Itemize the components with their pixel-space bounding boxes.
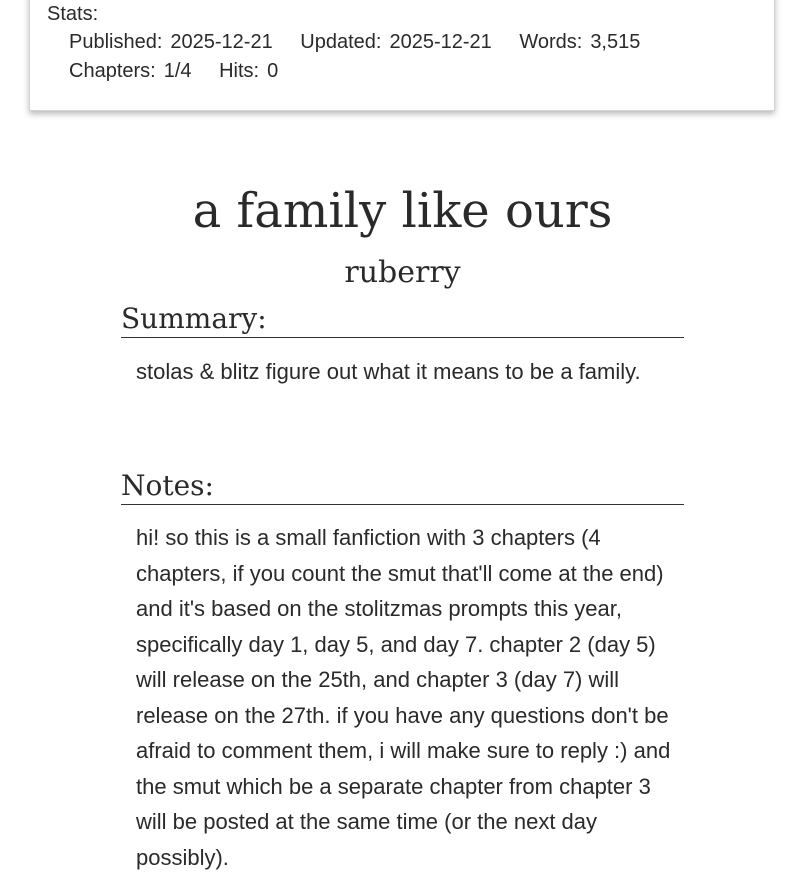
stat-words-value: 3,515 (590, 31, 641, 53)
stat-updated (300, 29, 491, 55)
stats-label: Stats: (47, 3, 99, 25)
stat-words (519, 29, 640, 55)
summary-text: stolas & blitz figure out what it means to be a family. (136, 359, 641, 384)
stats-row-dates-words (69, 29, 662, 55)
stat-words-key: Words: (519, 31, 583, 53)
work-title: a family like ours (192, 183, 613, 239)
stat-published (69, 29, 273, 55)
stat-published-value: 2025-12-21 (170, 31, 273, 53)
work-author-link[interactable]: ruberry (344, 255, 461, 290)
stat-chapters (69, 58, 192, 84)
stat-chapters-key: Chapters: (69, 60, 156, 82)
stat-updated-key: Updated: (300, 31, 382, 53)
stat-hits-value: 0 (267, 60, 279, 82)
summary-heading: Summary: (121, 302, 684, 338)
stat-hits (219, 58, 278, 84)
stat-published-key: Published: (69, 31, 163, 53)
work-meta-box (29, 0, 775, 111)
stat-hits-key: Hits: (219, 60, 260, 82)
stat-updated-value: 2025-12-21 (389, 31, 492, 53)
notes-heading: Notes: (121, 469, 684, 505)
stats-row-chapters-hits (69, 58, 300, 84)
notes-text: hi! so this is a small fanfiction with 3 chapters (4 chapters, if you count the smut that'll come at the end) and it's based on the stolitzmas prompts this year, specifically day 1, day 5, and day 7. chapter 2 (day 5) will release on the 25th, and chapter 3 (day 7) will release on the 27th. if you have any questions don't be afraid to comment them, i will make sure to reply :) and the smut which be a separate chapter from chapter 3 will be posted at the same time (or the next day possibly). (136, 525, 671, 870)
stat-chapters-value: 1/4 (163, 60, 192, 82)
